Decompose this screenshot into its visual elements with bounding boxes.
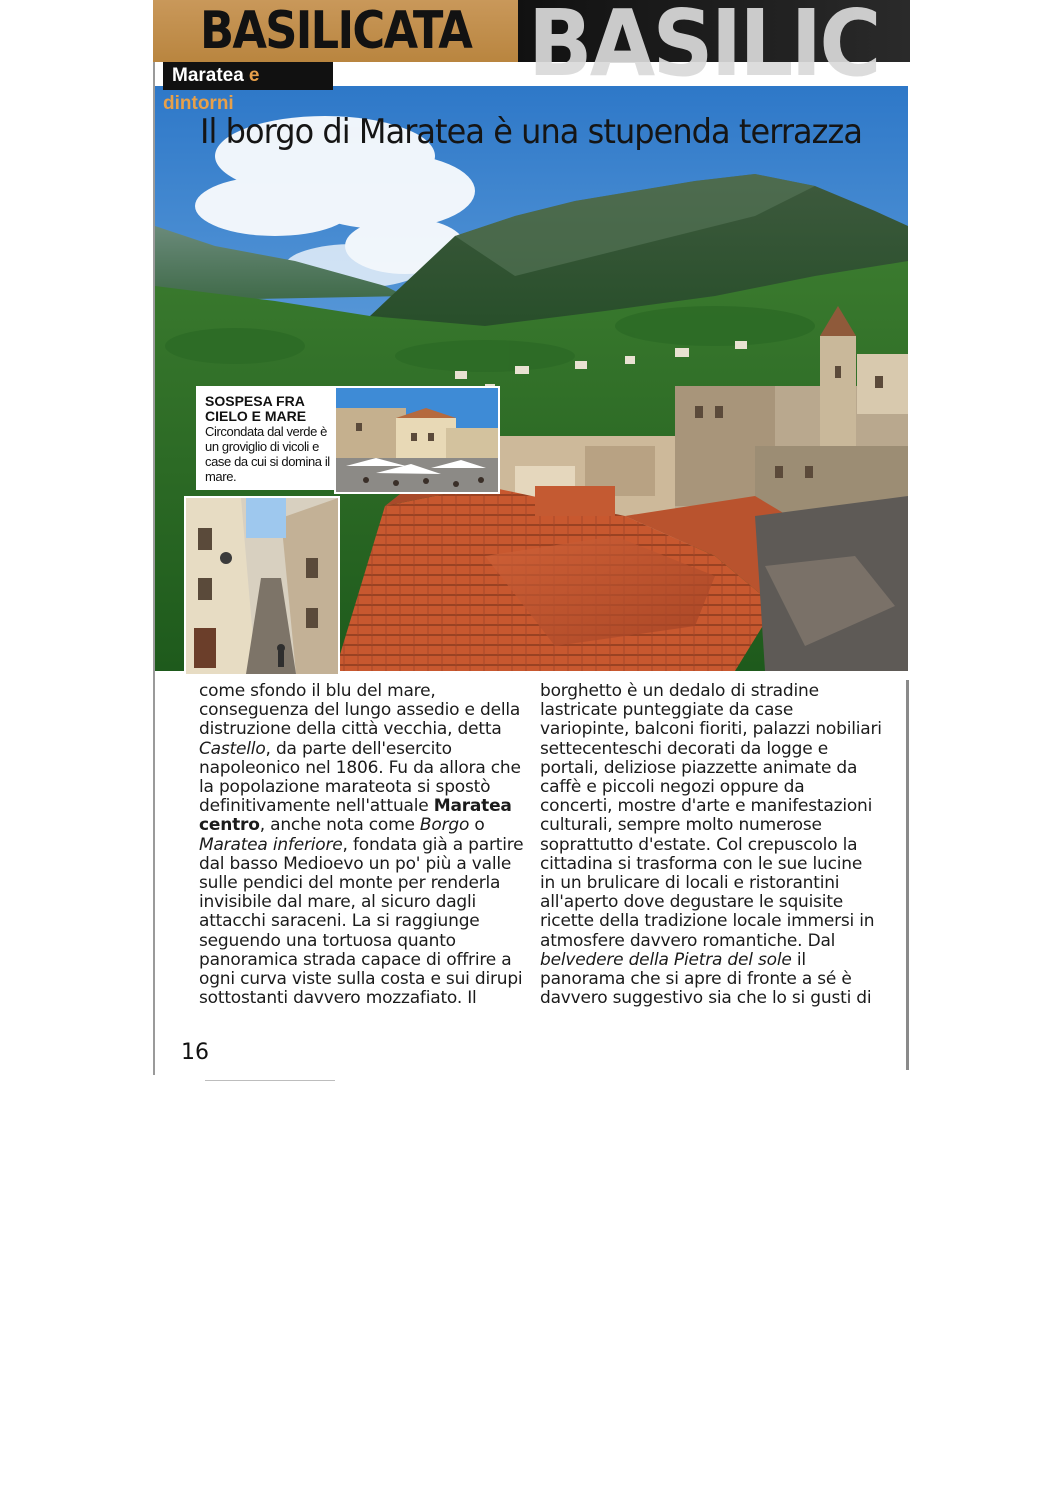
body-line	[199, 912, 523, 931]
body-line	[540, 855, 882, 874]
body-line	[540, 989, 882, 1008]
body-text-segment: come sfondo il blu del mare,	[199, 681, 436, 701]
body-text-segment: , da parte dell'esercito	[265, 738, 452, 759]
body-line	[540, 893, 882, 912]
body-line	[199, 893, 523, 912]
section-label-main: Maratea	[172, 65, 244, 86]
body-text-segment: all'aperto dove degustare le squisite	[540, 892, 844, 913]
body-text-segment: definitivamente nell'attuale	[199, 796, 434, 817]
section-label-accent: e dintorni	[163, 65, 260, 114]
body-line	[199, 778, 523, 797]
inset-photo-piazza	[334, 386, 500, 494]
body-line	[199, 816, 523, 835]
footer-rule	[205, 1080, 335, 1081]
body-line	[199, 701, 523, 720]
body-text-segment: in un brulicare di locali e ristorantini	[540, 873, 840, 894]
body-text-segment: conseguenza del lungo assedio e della	[199, 700, 521, 721]
body-line	[199, 874, 523, 893]
body-line	[540, 816, 882, 835]
body-text-segment: sottostanti davvero mozzafiato. Il	[199, 988, 477, 1009]
body-text-segment: lastricate punteggiate da case	[540, 700, 794, 721]
section-label	[163, 62, 333, 114]
body-line	[199, 989, 523, 1008]
body-line	[540, 932, 882, 951]
photo-headline: Il borgo di Maratea è una stupenda terrazza	[200, 112, 863, 152]
alley-illustration	[186, 498, 338, 674]
page-number: 16	[181, 1040, 209, 1065]
body-text-segment: soprattutto d'estate. Col crepuscolo la	[540, 834, 858, 855]
body-text-segment: variopinte, balconi fioriti, palazzi nobiliari	[540, 719, 882, 740]
body-text-segment: ricette della tradizione locale immersi in	[540, 911, 875, 932]
body-line	[540, 912, 882, 931]
body-text-segment: panoramica strada capace di offrire a	[199, 949, 512, 970]
body-text-segment: concerti, mostre d'arte e manifestazioni	[540, 796, 873, 817]
body-text-segment: settecenteschi decorati da logge e	[540, 738, 828, 759]
body-text-segment: la popolazione marateota si spostò	[199, 777, 491, 798]
region-title: BASILICATA	[200, 1, 472, 61]
body-line	[540, 778, 882, 797]
body-column-1	[199, 682, 523, 1008]
body-column-2	[540, 682, 882, 1008]
header-ghost-clip	[518, 0, 910, 86]
caption-title: SOSPESA FRA CIELO E MARE	[205, 393, 307, 424]
caption-text: Circondata dal verde è un groviglio di vicoli e case da cui si domina il mare.	[205, 424, 330, 484]
body-text-segment: portali, deliziose piazzette animate da	[540, 757, 858, 778]
body-text-segment: attacchi saraceni. La si raggiunge	[199, 911, 480, 932]
body-text-segment: Borgo	[419, 815, 470, 836]
body-line	[199, 932, 523, 951]
body-line	[540, 970, 882, 989]
body-line	[199, 682, 523, 701]
body-text-segment: dal basso Medioevo un po' più a valle	[199, 853, 512, 874]
body-line	[199, 836, 523, 855]
body-text-segment: Castello	[199, 738, 266, 759]
body-line	[199, 797, 523, 816]
region-title-ghost: BASILIC	[528, 0, 879, 86]
body-line	[199, 970, 523, 989]
body-text-segment: caffè e piccoli negozi oppure da	[540, 777, 805, 798]
body-line	[540, 874, 882, 893]
body-text-segment: napoleonico nel 1806. Fu da allora che	[199, 757, 521, 778]
body-text-segment: Maratea inferiore	[199, 834, 343, 855]
body-text-segment: seguendo una tortuosa quanto	[199, 930, 456, 951]
body-text-segment: davvero suggestivo sia che lo si gusti di	[540, 988, 872, 1009]
body-line	[540, 682, 882, 701]
body-text-segment: invisibile dal mare, al sicuro dagli	[199, 892, 477, 913]
body-text-segment: il	[791, 949, 806, 970]
body-line	[199, 720, 523, 739]
body-text-segment: panorama che si apre di fronte a sé è	[540, 969, 852, 990]
body-line	[199, 855, 523, 874]
body-line	[199, 740, 523, 759]
body-text-segment: ogni curva viste sulla costa e sui dirupi	[199, 969, 523, 990]
piazza-illustration	[336, 388, 498, 492]
body-line	[540, 759, 882, 778]
body-line	[540, 836, 882, 855]
body-line	[540, 740, 882, 759]
body-text-segment: belvedere della Pietra del sole	[540, 949, 792, 970]
page-edge-right	[906, 680, 909, 1070]
body-line	[199, 951, 523, 970]
body-text-segment: culturali, sempre molto numerose	[540, 815, 822, 836]
body-text-segment: , fondata già a partire	[342, 834, 524, 855]
body-line	[199, 759, 523, 778]
body-text-segment: , anche nota come	[259, 815, 420, 836]
body-text-segment: borghetto è un dedalo di stradine	[540, 681, 819, 701]
body-text-segment: atmosfere davvero romantiche. Dal	[540, 930, 836, 951]
body-text-segment: centro	[199, 815, 260, 836]
body-text-segment: distruzione della città vecchia, detta	[199, 719, 502, 740]
body-line	[540, 797, 882, 816]
body-line	[540, 951, 882, 970]
body-text-segment: o	[469, 815, 485, 836]
body-line	[540, 720, 882, 739]
inset-photo-alley	[184, 496, 340, 676]
body-line	[540, 701, 882, 720]
body-text-segment: cittadina si trasforma con le sue lucine	[540, 853, 863, 874]
body-text-segment: Maratea	[433, 796, 512, 817]
body-text-segment: sulle pendici del monte per renderla	[199, 873, 501, 894]
